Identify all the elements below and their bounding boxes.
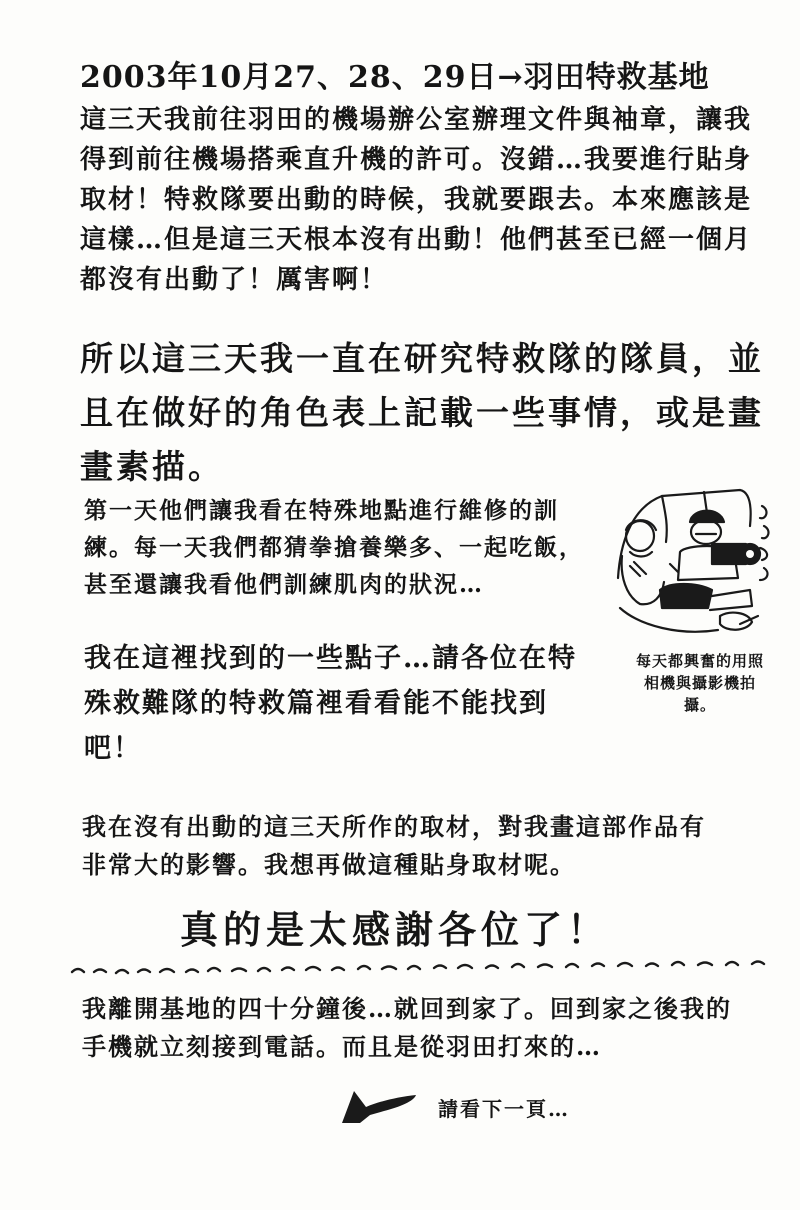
illustration-caption: 每天都興奮的用照相機與攝影機拍攝。 — [635, 652, 764, 714]
sketch-crew-illustration — [600, 486, 780, 646]
wavy-divider — [68, 958, 780, 982]
page-heading: 2003年10月27、28、29日→羽田特救基地 — [80, 60, 710, 95]
paragraph-return-home: 我離開基地的四十分鐘後…就回到家了。回到家之後我的手機就立刻接到電話。而且是從羽田打來的… — [82, 994, 732, 1061]
emphasis-paragraph: 所以這三天我一直在研究特救隊的隊員，並且在做好的角色表上記載一些事情，或是畫畫素描。 — [80, 339, 764, 486]
paragraph-intro: 這三天我前往羽田的機場辦公室辦理文件與袖章，讓我得到前往機場搭乘直升機的許可。沒錯…我要進行貼身取材！特救隊要出動的時候，我就要跟去。本來應該是這樣…但是這三天根本沒有出動！他們甚至已經一個月都沒有出動了！厲害啊！ — [80, 105, 753, 295]
paragraph-training: 第一天他們讓我看在特殊地點進行維修的訓練。每一天我們都猜拳搶養樂多、一起吃飯，甚至還讓我看他們訓練肌肉的狀況… — [84, 497, 584, 598]
thanks-banner: 真的是太感謝各位了！ — [180, 907, 611, 952]
next-page-label: 請看下一頁… — [438, 1097, 570, 1121]
paragraph-reflection: 我在沒有出動的這三天所作的取材，對我畫這部作品有非常大的影響。我想再做這種貼身取材呢。 — [82, 812, 706, 879]
paragraph-ideas-emphasis: 我在這裡找到的一些點子…請各位在特殊救難隊的特救篇裡看看能不能找到吧！ — [84, 643, 577, 764]
pointing-arrow-icon — [340, 1085, 420, 1127]
